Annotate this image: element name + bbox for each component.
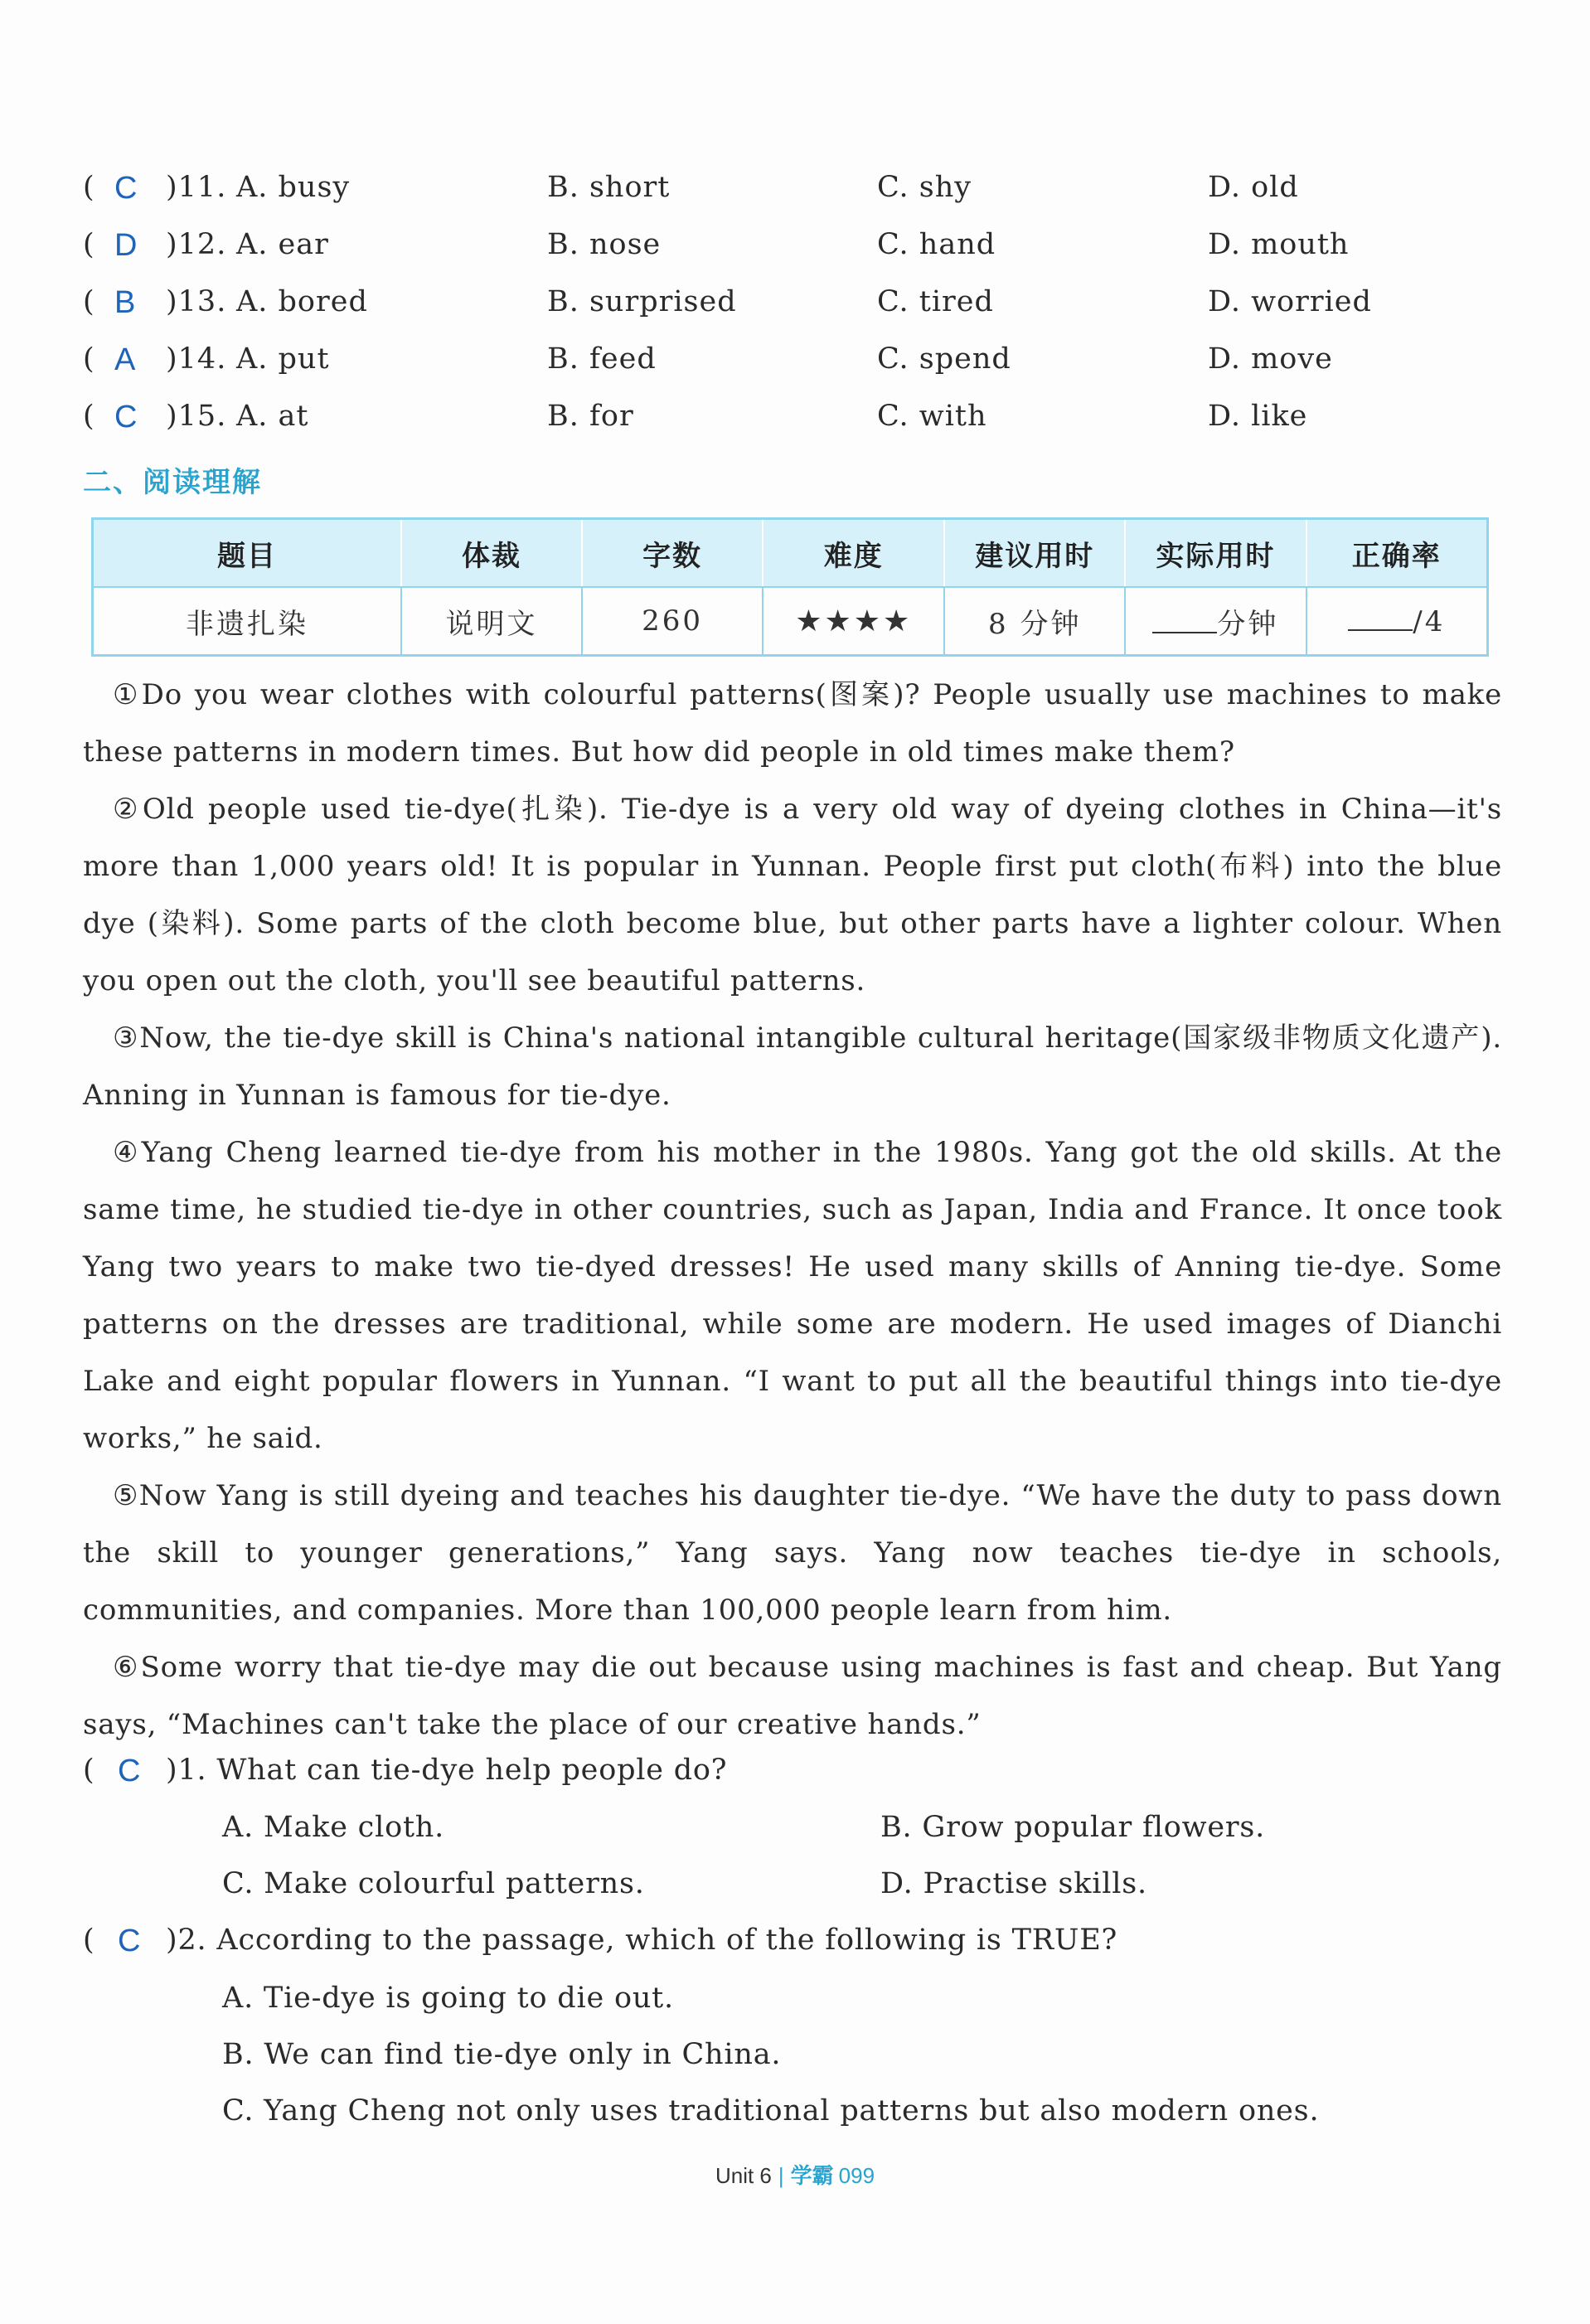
value-actual-time bbox=[1125, 587, 1306, 656]
answer-letter: C bbox=[114, 400, 138, 434]
question-stem: )2. According to the passage, which of the following is TRUE? bbox=[166, 1924, 1118, 1957]
question-number: )11. bbox=[166, 171, 227, 204]
option-c: C. tired bbox=[877, 285, 994, 318]
stats-header-row bbox=[93, 519, 1488, 588]
option-c: C. spend bbox=[877, 342, 1011, 376]
option-a: A. at bbox=[236, 400, 309, 433]
footer-separator: | bbox=[778, 2163, 784, 2188]
option-d: D. move bbox=[1208, 342, 1333, 376]
mcq-row-12 bbox=[83, 228, 1509, 278]
stats-table bbox=[91, 517, 1489, 657]
option-c: C. shy bbox=[877, 171, 972, 204]
paragraph-4: ④Yang Cheng learned tie-dye from his mother in the 1980s. Yang got the old skills. At the same time, he studied tie-dye in other countries, such as Japan, India and France. It once took Yang two years to make two tie-dyed dresses! He used many skills of Anning tie-dye. Some patterns on the dresses are traditional, while some are modern. He used images of Dianchi Lake and eight popular flowers in Yunnan. “I want to put all the beautiful things into tie-dye works,” he said. bbox=[83, 1136, 1502, 1455]
paragraph-6: ⑥Some worry that tie-dye may die out because using machines is fast and cheap. But Yang says, “Machines can't take the place of our creative hands.” bbox=[83, 1651, 1502, 1741]
header-words: 字数 bbox=[582, 519, 763, 588]
q1-option-c: C. Make colourful patterns. bbox=[222, 1867, 645, 1900]
value-title: 非遗扎染 bbox=[93, 587, 402, 656]
q2-option-c: C. Yang Cheng not only uses traditional patterns but also modern ones. bbox=[222, 2094, 1320, 2128]
paragraph-2: ②Old people used tie-dye(扎染). Tie-dye is a very old way of dyeing clothes in China—it's more than 1,000 years old! It is popular in Yunnan. People first put cloth(布料) into the blue dye (染料). Some parts of the cloth become blue, but other parts have a lighter colour. When you open out the cloth, you'll see beautiful patterns. bbox=[83, 793, 1502, 997]
question-number: )12. bbox=[166, 228, 227, 261]
header-actual-time: 实际用时 bbox=[1125, 519, 1306, 588]
answer-letter: C bbox=[118, 1754, 142, 1788]
difficulty-stars: ★★★★ bbox=[763, 587, 944, 656]
paren-open: ( bbox=[83, 400, 95, 433]
option-a: A. busy bbox=[236, 171, 351, 204]
question-number: )14. bbox=[166, 342, 227, 376]
header-accuracy: 正确率 bbox=[1306, 519, 1488, 588]
mcq-row-14 bbox=[83, 342, 1509, 392]
mcq-row-11 bbox=[83, 171, 1509, 221]
q1-option-a: A. Make cloth. bbox=[222, 1811, 445, 1844]
option-d: D. like bbox=[1208, 400, 1308, 433]
answer-letter: A bbox=[114, 342, 137, 377]
value-accuracy bbox=[1306, 587, 1488, 656]
footer-unit: Unit 6 bbox=[715, 2163, 772, 2188]
actual-time-unit: 分钟 bbox=[1217, 607, 1279, 641]
answer-letter: B bbox=[114, 285, 137, 320]
paren-open: ( bbox=[83, 285, 95, 318]
section-title: 二、阅读理解 bbox=[83, 466, 262, 499]
paren-open: ( bbox=[83, 171, 95, 204]
value-words: 260 bbox=[582, 587, 763, 656]
mcq-row-13 bbox=[83, 285, 1509, 335]
question-2 bbox=[83, 1924, 1509, 1973]
footer-brand: 学霸 bbox=[790, 2163, 834, 2188]
stats-value-row bbox=[93, 587, 1488, 656]
answer-letter: C bbox=[114, 171, 138, 206]
question-stem: )1. What can tie-dye help people do? bbox=[166, 1754, 728, 1787]
accuracy-blank[interactable] bbox=[1348, 604, 1413, 631]
option-a: A. ear bbox=[236, 228, 329, 261]
header-difficulty: 难度 bbox=[763, 519, 944, 588]
paren-open: ( bbox=[83, 1754, 95, 1787]
paragraph-1: ①Do you wear clothes with colourful patterns(图案)? People usually use machines to make these patterns in modern times. But how did people in old times make them? bbox=[83, 678, 1502, 769]
q1-option-b: B. Grow popular flowers. bbox=[880, 1811, 1266, 1844]
q1-option-d: D. Practise skills. bbox=[880, 1867, 1147, 1900]
option-a: A. bored bbox=[236, 285, 368, 318]
paren-open: ( bbox=[83, 228, 95, 261]
option-b: B. nose bbox=[547, 228, 662, 261]
option-b: B. for bbox=[547, 400, 634, 433]
option-c: C. with bbox=[877, 400, 987, 433]
actual-time-blank[interactable] bbox=[1152, 607, 1217, 633]
paragraph-3: ③Now, the tie-dye skill is China's national intangible cultural heritage(国家级非物质文化遗产). Anning in Yunnan is famous for tie-dye. bbox=[83, 1021, 1502, 1112]
answer-letter: D bbox=[114, 228, 138, 263]
option-b: B. surprised bbox=[547, 285, 737, 318]
paren-open: ( bbox=[83, 1924, 95, 1957]
option-d: D. old bbox=[1208, 171, 1299, 204]
option-d: D. worried bbox=[1208, 285, 1372, 318]
question-number: )13. bbox=[166, 285, 227, 318]
option-a: A. put bbox=[236, 342, 330, 376]
paren-open: ( bbox=[83, 342, 95, 376]
value-genre: 说明文 bbox=[401, 587, 582, 656]
header-suggested-time: 建议用时 bbox=[944, 519, 1125, 588]
option-b: B. feed bbox=[547, 342, 657, 376]
header-title: 题目 bbox=[93, 519, 402, 588]
answer-letter: C bbox=[118, 1924, 142, 1958]
reading-passage bbox=[83, 667, 1502, 1754]
question-number: )15. bbox=[166, 400, 227, 433]
option-d: D. mouth bbox=[1208, 228, 1350, 261]
q2-option-b: B. We can find tie-dye only in China. bbox=[222, 2038, 782, 2071]
value-suggested-time: 8 分钟 bbox=[944, 587, 1125, 656]
header-genre: 体裁 bbox=[401, 519, 582, 588]
paragraph-5: ⑤Now Yang is still dyeing and teaches his daughter tie-dye. “We have the duty to pass down the skill to younger generations,” Yang says. Yang now teaches tie-dye in schools, communities, and companies. More than 100,000 people learn from him. bbox=[83, 1479, 1502, 1627]
q2-option-a: A. Tie-dye is going to die out. bbox=[222, 1982, 674, 2015]
page-number: 099 bbox=[838, 2163, 875, 2188]
option-b: B. short bbox=[547, 171, 671, 204]
page-footer bbox=[0, 2159, 1590, 2190]
question-1 bbox=[83, 1754, 1509, 1803]
mcq-row-15 bbox=[83, 400, 1509, 449]
accuracy-total: /4 bbox=[1413, 604, 1446, 638]
option-c: C. hand bbox=[877, 228, 996, 261]
